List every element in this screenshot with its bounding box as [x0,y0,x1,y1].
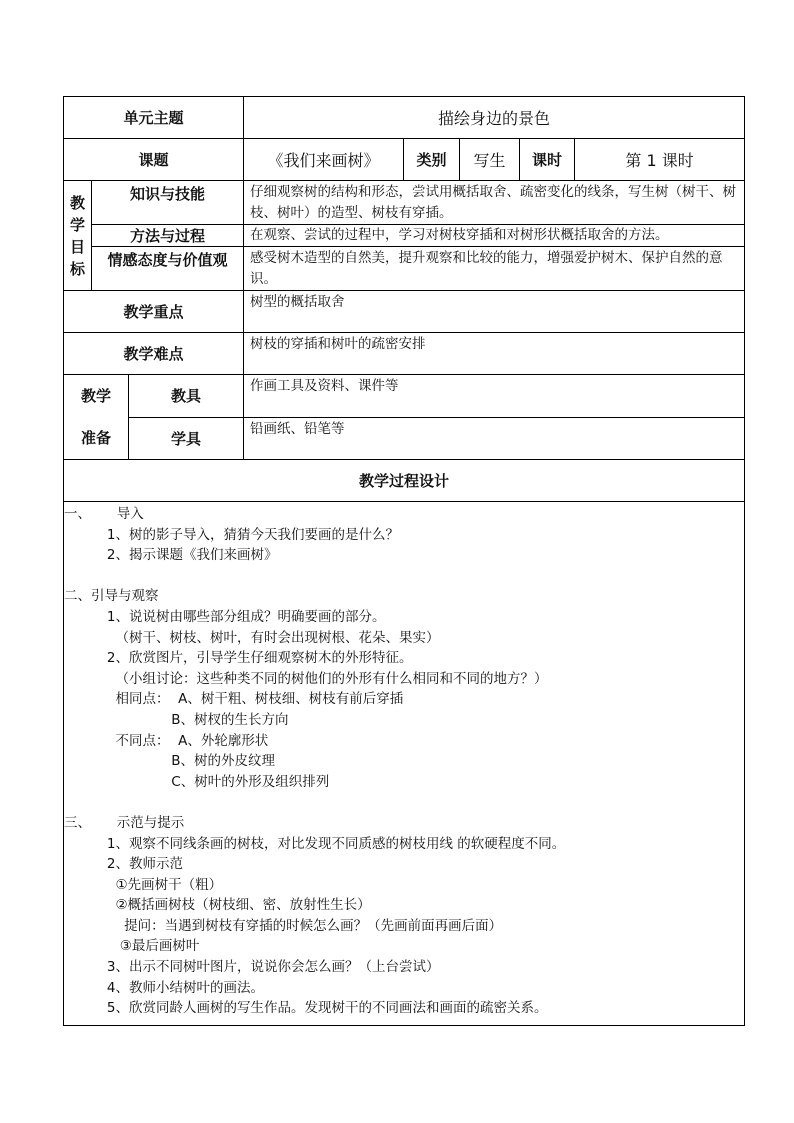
process-line: 4、教师小结树叶的画法。 [64,979,265,996]
prep-row-teacher [64,375,745,418]
process-line: 相同点： A、树干粗、树枝细、树枝有前后穿插 [64,691,404,708]
process-line: ②概括画树枝（树枝细、密、放射性生长） [64,897,371,914]
goal-text-knowledge: 仔细观察树的结构和形态，尝试用概括取舍、疏密变化的线条，写生树（树干、树枝、树叶）的造型、树枝有穿插。 [244,181,745,225]
prep-student-label: 学具 [129,417,244,460]
period-label: 课时 [520,139,575,181]
lesson-value: 《我们来画树》 [244,139,404,181]
process-line: ③最后画树叶 [64,938,200,955]
prep-teacher-label: 教具 [129,375,244,418]
goal-row-knowledge [64,181,745,225]
goals-char-4: 标 [69,259,85,278]
prep-row-student [64,417,745,460]
process-line: 5、欣赏同龄人画树的写生作品。发现树干的不同画法和画面的疏密关系。 [64,1000,548,1017]
process-body-row [64,502,745,1026]
prep-group-label [64,375,129,460]
goal-row-emotion [64,247,745,291]
prep-group-bottom: 准备 [80,429,111,447]
unit-row [64,97,745,139]
goal-label-emotion: 情感态度与价值观 [92,247,244,291]
process-line: 不同点： A、外轮廓形状 [64,732,269,749]
process-line: 1、树的影子导入，猜猜今天我们要画的是什么？ [64,526,400,543]
goals-group-label [64,181,92,291]
unit-label: 单元主题 [64,97,244,139]
process-line: 提问：当遇到树枝有穿插的时候怎么画？（先画前面再画后面） [64,917,503,934]
process-line: （小组讨论：这些种类不同的树他们的外形有什么相同和不同的地方？） [64,670,548,687]
goal-text-emotion: 感受树木造型的自然美，提升观察和比较的能力，增强爱护树木、保护自然的意识。 [244,247,745,291]
goal-row-method [64,225,745,247]
difficulty-label: 教学难点 [64,333,244,375]
type-label: 类别 [404,139,460,181]
difficulty-text: 树枝的穿插和树叶的疏密安排 [244,333,745,375]
process-line: 3、出示不同树叶图片，说说你会怎么画？（上台尝试） [64,959,440,976]
focus-label: 教学重点 [64,291,244,333]
process-title: 教学过程设计 [64,460,745,502]
goal-text-method: 在观察、尝试的过程中，学习对树枝穿插和对树形状概括取舍的方法。 [244,225,745,247]
difficulty-row [64,333,745,375]
prep-group-top: 教学 [80,387,111,405]
process-line: B、树杈的生长方向 [64,711,289,728]
process-line: （树干、树枝、树叶，有时会出现树根、花朵、果实） [64,629,440,646]
process-line: 2、欣赏图片，引导学生仔细观察树木的外形特征。 [64,650,413,667]
unit-value: 描绘身边的景色 [244,97,745,139]
lesson-plan-table [63,96,745,1026]
process-line: ①先画树干（粗） [64,876,223,893]
process-line: 2、揭示课题《我们来画树》 [64,547,278,564]
process-line: C、树叶的外形及组织排列 [64,773,330,790]
goal-label-knowledge: 知识与技能 [92,181,244,225]
process-title-row [64,460,745,502]
goals-char-1: 教 [69,193,85,212]
goals-char-3: 目 [69,237,85,256]
goal-label-method: 方法与过程 [92,225,244,247]
process-line: 2、教师示范 [64,856,184,873]
process-line: 二、引导与观察 [64,588,159,605]
focus-text: 树型的概括取舍 [244,291,745,333]
goals-char-2: 学 [69,215,85,234]
process-line: B、树的外皮纹理 [64,753,276,770]
process-line [64,566,744,587]
process-line: 1、说说树由哪些部分组成？明确要画的部分。 [64,608,386,625]
process-body [64,502,745,1026]
process-line: 1、观察不同线条画的树枝，对比发现不同质感的树枝用线 的软硬程度不同。 [64,835,566,852]
prep-teacher-text: 作画工具及资料、课件等 [244,375,745,418]
lesson-row [64,139,745,181]
type-value: 写生 [460,139,520,181]
period-value: 第 1 课时 [575,139,745,181]
lesson-label: 课题 [64,139,244,181]
focus-row [64,291,745,333]
prep-student-text: 铅画纸、铅笔等 [244,417,745,460]
process-lines [64,504,744,1019]
process-line [64,792,744,813]
process-line: 三、 示范与提示 [64,814,185,831]
process-line: 一、 导入 [64,506,144,522]
